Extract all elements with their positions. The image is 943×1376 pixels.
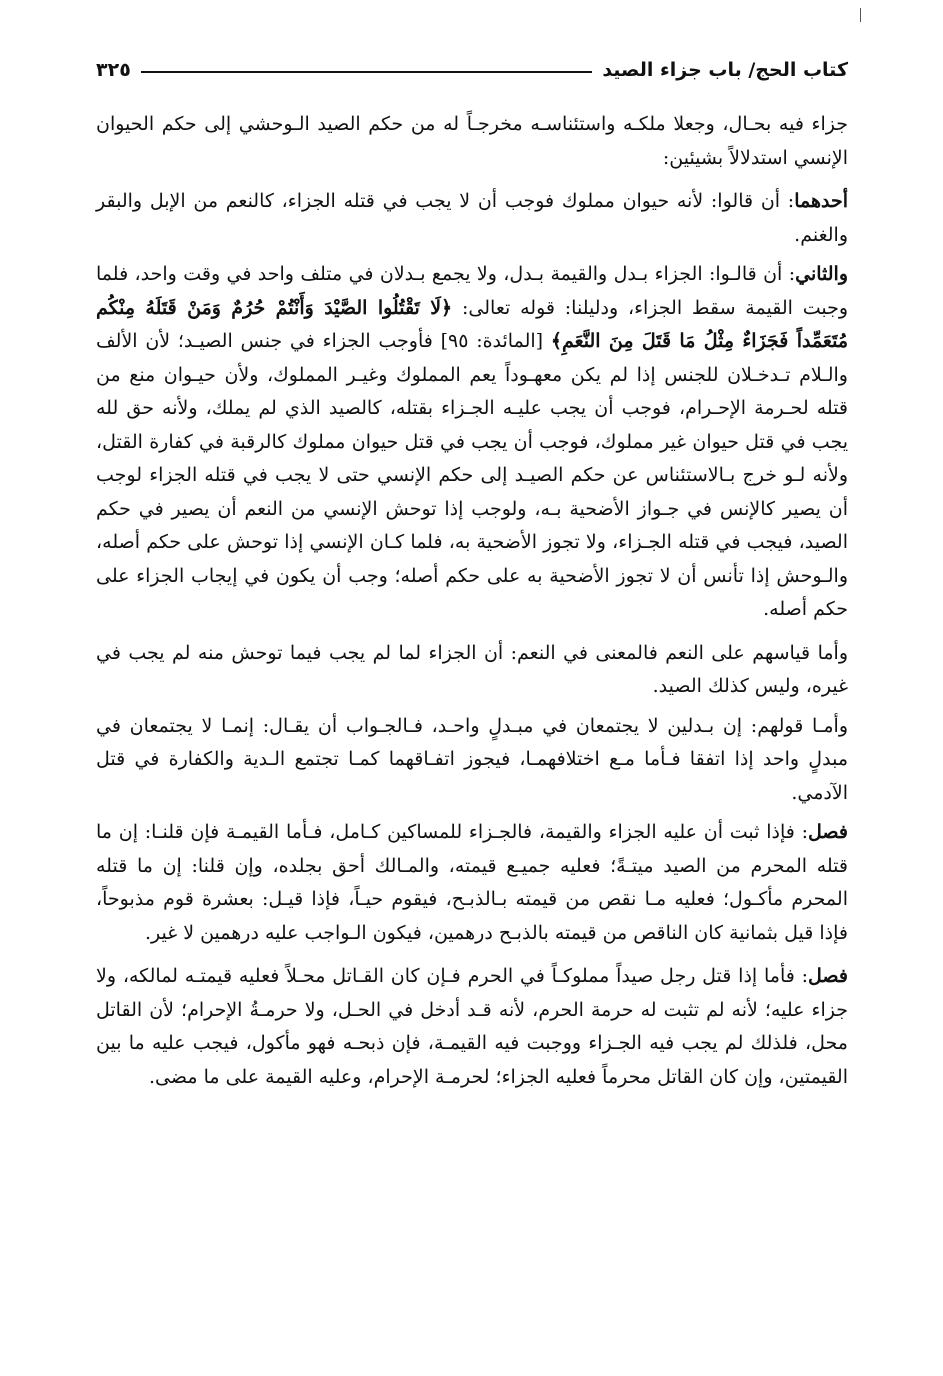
paragraph-text: وأمـا قولهم: إن بـدلين لا يجتمعان في مبـدلٍ واحـد، فـالجـواب أن يقـال: إنمـا لا يجتمعان في مبدلٍ واحد إذا اتفقا فـأما مـع اختلافهمـا، فيجوز اتفـاقهما كمـا تجتمع الـدية والكفارة في قتل الآدمي. — [96, 714, 848, 804]
paragraph-text: : فإذا ثبت أن عليه الجزاء والقيمة، فالجـزاء للمساكين كـامل، فـأما القيمـة فإن قلنـا: إن ما قتله المحرم من الصيد ميتـةً؛ فعليه جميـع قيمته، والمـالك أحق بجلده، وإن قلنا: إن ما قتله المحرم مأكـول؛ فعليه مـا نقص من قيمته بـالذبـح، فيقوم حيـاً، فإذا قيـل: بعشرة قوم مذبوحاً، فإذا قيل بثمانية كان الناقص من قيمته بالذبـح درهمين، فيكون الـواجب عليه درهمين لا غير. — [96, 821, 848, 944]
paragraph-1 — [96, 108, 848, 175]
paragraph-5 — [96, 710, 848, 811]
paragraph-lead: أحدهما — [794, 190, 848, 212]
header-title: كتاب الحج/ باب جزاء الصيد — [602, 59, 848, 81]
section-heading: فصل — [808, 965, 848, 987]
paragraph-4 — [96, 637, 848, 704]
paragraph-text: وأما قياسهم على النعم فالمعنى في النعم: أن الجزاء لما لم يجب فيما توحش منه لم يجب في غيره، وليس كذلك الصيد. — [96, 641, 848, 697]
paragraph-3 — [96, 258, 848, 627]
paragraph-2 — [96, 185, 848, 252]
paragraph-6 — [96, 816, 848, 950]
paragraph-text: : أن قالوا: لأنه حيوان مملوك فوجب أن لا يجب في قتله الجزاء، كالنعم من الإبل والبقر والغنم. — [96, 190, 848, 246]
header-rule — [141, 71, 593, 73]
page-number: ٣٢٥ — [96, 59, 131, 81]
running-header — [96, 52, 848, 88]
paragraph-text-continued: [المائدة: ٩٥] فأوجب الجزاء في جنس الصيـد؛ لأن الألف والـلام تـدخـلان للجنس إذا لم يكن معهـوداً يعم المملوك وغيـر المملوك، ولأن حيـوان منع من قتله لحـرمة الإحـرام، فوجب أن يجب عليـه الجـزاء بقتله، كالصيد الذي لم يملك، ولأنه حق لله يجب في قتل حيوان غير مملوك، فوجب أن يجب في قتل حيوان مملوك كالرقبة في كفارة القتل، ولأنه لـو خرج بـالاستئناس عن حكم الصيـد إلى حكم الإنسي حتى لا يجب في قتله الجزاء لوجب أن يصير كالإنس في جـواز الأضحية بـه، ولوجب إذا توحش الإنسي من النعم أن يصير في حكم الصيد، فيجب في قتله الجـزاء، ولا تجوز الأضحية به، فلما كـان الإنسي إذا توحش على حكم أصله، والـوحش إذا تأنس أن لا تجوز الأضحية به على حكم أصله؛ وجب أن يكون في إيجاب الجزاء على حكم أصله. — [96, 330, 848, 620]
paragraph-text: : أن قالـوا: الجزاء بـدل والقيمة بـدل، ولا يجمع بـدلان في متلف واحد في وقت واحد، فلما وجبت القيمة سقط الجزاء، ودليلنا: قوله تعالى: — [96, 263, 849, 319]
section-heading: فصل — [808, 821, 848, 843]
paragraph-text: : فأما إذا قتل رجل صيداً مملوكـاً في الحرم فـإن كان القـاتل محـلاً فعليه قيمتـه لمالكه، ولا جزاء عليه؛ لأنه لم تثبت له حرمة الحرم، لأنه قـد أدخل في الحـل، ولا حرمـةُ الإحرام؛ لأن القاتل محل، فلذلك لم يجب فيه الجـزاء ووجبت فيه القيمـة، فإن ذبحـه فهو مأكول، فيجب عليه ما بين القيمتين، وإن كان القاتل محرماً فعليه الجزاء؛ لحرمـة الإحرام، وعليه القيمة على ما مضى. — [96, 965, 848, 1088]
paragraph-text: جزاء فيه بحـال، وجعلا ملكـه واستئناسـه مخرجـاً له من حكم الصيد الـوحشي إلى حكم الحيوان الإنسي استدلالاً بشيئين: — [96, 113, 848, 169]
paragraph-7 — [96, 960, 848, 1094]
scan-mark — [860, 8, 861, 22]
paragraph-lead: والثاني — [795, 263, 848, 285]
quran-verse: ﴿لَا تَقْتُلُوا الصَّيْدَ وَأَنْتُمْ حُرُمٌ وَمَنْ قَتَلَهُ مِنْكُم مُتَعَمِّداً فَجَزَاءٌ مِثْلُ مَا قَتَلَ مِنَ النَّعَمِ﴾ — [96, 296, 849, 352]
body-text — [96, 108, 848, 1100]
